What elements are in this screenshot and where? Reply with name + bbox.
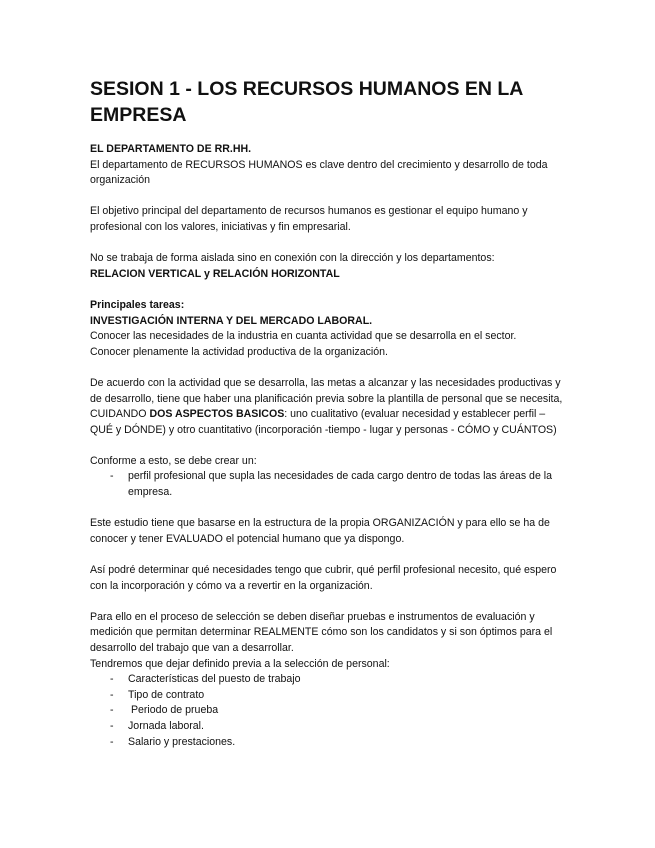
study-text: Este estudio tiene que basarse en la estructura de la propia ORGANIZACIÓN y para ello se ha de conocer y tener EVALUADO el potencial humano que ya dispongo. xyxy=(90,517,550,545)
dash-marker: - xyxy=(110,688,114,701)
investigation-heading: INVESTIGACIÓN INTERNA Y DEL MERCADO LABORAL. xyxy=(90,314,373,327)
objective-text: El objetivo principal del departamento de recursos humanos es gestionar el equipo humano y profesional con los valores, iniciativas y fin empresarial. xyxy=(90,205,528,233)
selection-text: Para ello en el proceso de selección se deben diseñar pruebas e instrumentos de evaluación y medición que permitan determinar REALMENTE cómo son los candidatos y si son óptimos para el desarrollo del trabajo que van a desarrollar. xyxy=(90,610,553,654)
conforme-list xyxy=(90,469,570,500)
document-page xyxy=(90,76,570,750)
list-item: - Periodo de prueba xyxy=(90,703,570,719)
planning-part-1: De acuerdo con la actividad que se desarrolla, las metas a alcanzar y las necesidades productivas y de desarrollo, tiene que haber una planificación previa sobre la plantilla de personal que se necesita, CUIDANDO xyxy=(90,376,563,421)
list-item: - Tipo de contrato xyxy=(90,688,570,704)
dept-text: El departamento de RECURSOS HUMANOS es clave dentro del crecimiento y desarrollo de toda organización xyxy=(90,158,548,187)
list-item: - Jornada laboral. xyxy=(90,719,570,735)
dash-marker: - xyxy=(110,673,114,686)
document-body xyxy=(90,142,570,750)
define-list xyxy=(90,672,570,750)
investigation-line-1: Conocer las necesidades de la industria en cuanta actividad que se desarrolla en el sector. xyxy=(90,330,517,343)
list-item: - Características del puesto de trabajo xyxy=(90,672,570,688)
conforme-text: Conforme a esto, se debe crear un: xyxy=(90,454,257,467)
planning-text xyxy=(90,376,570,438)
investigation-line-2: Conocer plenamente la actividad productiva de la organización. xyxy=(90,345,388,358)
dash-marker: - xyxy=(110,735,114,748)
list-item: - Salario y prestaciones. xyxy=(90,735,570,751)
planning-bold: DOS ASPECTOS BASICOS xyxy=(149,408,285,421)
dash-marker: - xyxy=(110,470,114,483)
page-title: SESION 1 - LOS RECURSOS HUMANOS EN LA EMPRESA xyxy=(90,78,523,126)
dash-marker: - xyxy=(110,704,114,717)
planning-part-2: : uno cualitativo (evaluar necesidad y establecer perfil – QUÉ y DÓNDE) y otro cuantitativo (incorporación -tiempo - lugar y personas - CÓMO y CUÁNTOS) xyxy=(90,408,557,436)
list-item: - perfil profesional que supla las necesidades de cada cargo dentro de todas las áreas de la empresa. xyxy=(110,470,553,499)
connection-text: No se trabaja de forma aislada sino en conexión con la dirección y los departamentos: xyxy=(90,252,495,265)
dash-marker: - xyxy=(110,719,114,732)
tasks-heading: Principales tareas: xyxy=(90,298,185,311)
relations-text: RELACION VERTICAL y RELACIÓN HORIZONTAL xyxy=(90,267,340,280)
determine-text: Así podré determinar qué necesidades tengo que cubrir, qué perfil profesional necesito, qué espero con la incorporación y cómo va a revertir en la organización. xyxy=(90,564,557,592)
dept-heading: EL DEPARTAMENTO DE RR.HH. xyxy=(90,143,252,155)
define-text: Tendremos que dejar definido previa a la selección de personal: xyxy=(90,657,390,670)
